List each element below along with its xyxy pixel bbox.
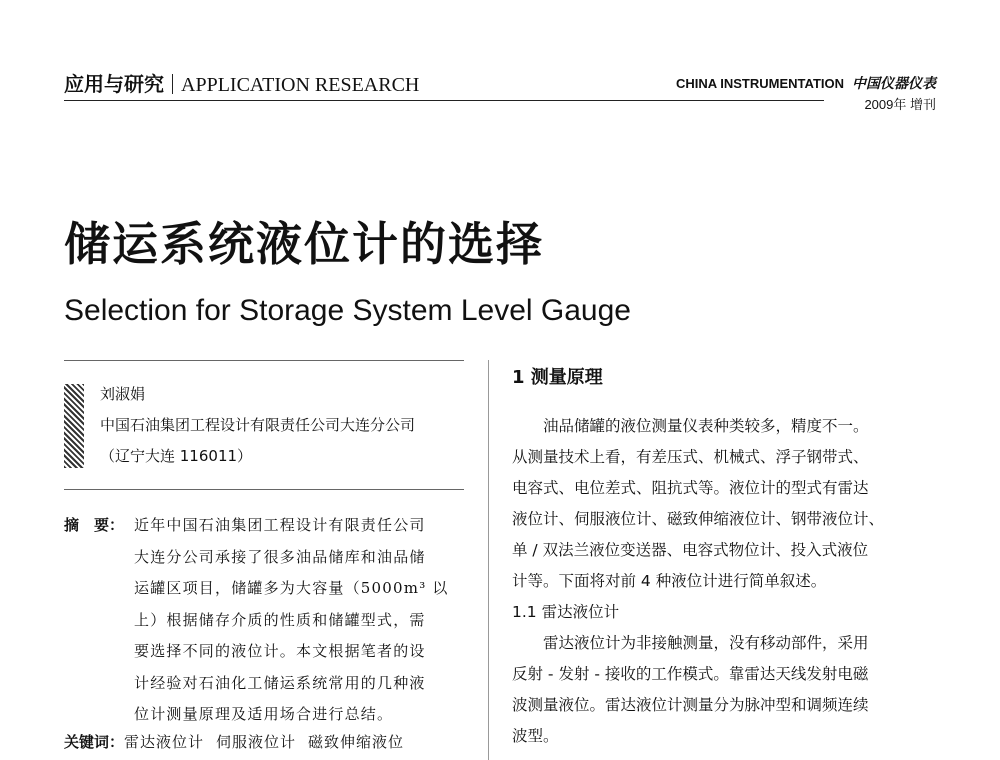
abstract-line: 计经验对石油化工储运系统常用的几种液 bbox=[134, 673, 426, 692]
section-label-en: APPLICATION RESEARCH bbox=[181, 74, 420, 96]
body-text-line: 雷达液位计为非接触测量，没有移动部件，采用 bbox=[512, 634, 869, 652]
body-text-line: 单 / 双法兰液位变送器、电容式物位计、投入式液位 bbox=[512, 541, 869, 559]
keyword-item: 伺服液位计 bbox=[216, 733, 297, 751]
journal-name-cn: 中国仪器仪表 bbox=[852, 76, 936, 92]
author-name: 刘淑娟 bbox=[100, 385, 146, 403]
journal-name bbox=[676, 76, 936, 92]
keywords bbox=[64, 730, 416, 754]
body-text-line: 从测量技术上看，有差压式、机械式、浮子钢带式、 bbox=[512, 448, 869, 466]
keyword-item: 雷达液位计 bbox=[124, 733, 205, 751]
keywords-label: 关键词： bbox=[64, 733, 125, 751]
abstract-label: 摘 要： bbox=[64, 516, 125, 534]
body-text-line: 计等。下面将对前 4 种液位计进行简单叙述。 bbox=[512, 572, 827, 590]
abstract-line: 运罐区项目，储罐多为大容量（5000m³ 以 bbox=[134, 579, 449, 597]
body-text-line: 液位计、伺服液位计、磁致伸缩液位计、钢带液位计、 bbox=[512, 510, 885, 528]
author-address: （辽宁大连 116011） bbox=[100, 447, 253, 465]
paper-title-en: Selection for Storage System Level Gauge bbox=[64, 294, 631, 327]
column-divider bbox=[488, 360, 489, 760]
body-text-line: 油品储罐的液位测量仪表种类较多，精度不一。 bbox=[512, 417, 869, 435]
abstract-line: 近年中国石油集团工程设计有限责任公司 bbox=[134, 516, 426, 534]
body-text-line: 波型。 bbox=[512, 727, 559, 745]
issue-label: 2009年 增刊 bbox=[864, 97, 936, 112]
body-text-line: 波测量液位。雷达液位计测量分为脉冲型和调频连续 bbox=[512, 696, 869, 714]
abstract-line: 位计测量原理及适用场合进行总结。 bbox=[134, 705, 394, 723]
author-affiliation: 中国石油集团工程设计有限责任公司大连分公司 bbox=[100, 416, 416, 434]
abstract-line: 上）根据储存介质的性质和储罐型式，需 bbox=[134, 610, 426, 629]
author-marker-bar bbox=[64, 384, 84, 468]
author-box-top-rule bbox=[64, 360, 464, 361]
journal-name-en: CHINA INSTRUMENTATION bbox=[675, 76, 844, 91]
header-divider bbox=[172, 74, 173, 94]
keyword-item: 磁致伸缩液位 bbox=[308, 733, 405, 751]
paper-title-cn: 储运系统液位计的选择 bbox=[64, 217, 544, 271]
body-text-line: 电容式、电位差式、阻抗式等。液位计的型式有雷达 bbox=[512, 479, 869, 497]
body-text-line: 反射 - 发射 - 接收的工作模式。靠雷达天线发射电磁 bbox=[512, 665, 869, 683]
header-rule bbox=[64, 100, 824, 101]
author-box-bottom-rule bbox=[64, 489, 464, 490]
subsection-heading: 1.1 雷达液位计 bbox=[512, 603, 620, 621]
section-heading: 1 测量原理 bbox=[512, 367, 603, 388]
section-label-cn: 应用与研究 bbox=[64, 72, 164, 96]
running-header-left bbox=[64, 72, 419, 97]
abstract-line: 要选择不同的液位计。本文根据笔者的设 bbox=[134, 642, 426, 660]
abstract-line: 大连分公司承接了很多油品储库和油品储 bbox=[134, 547, 426, 566]
